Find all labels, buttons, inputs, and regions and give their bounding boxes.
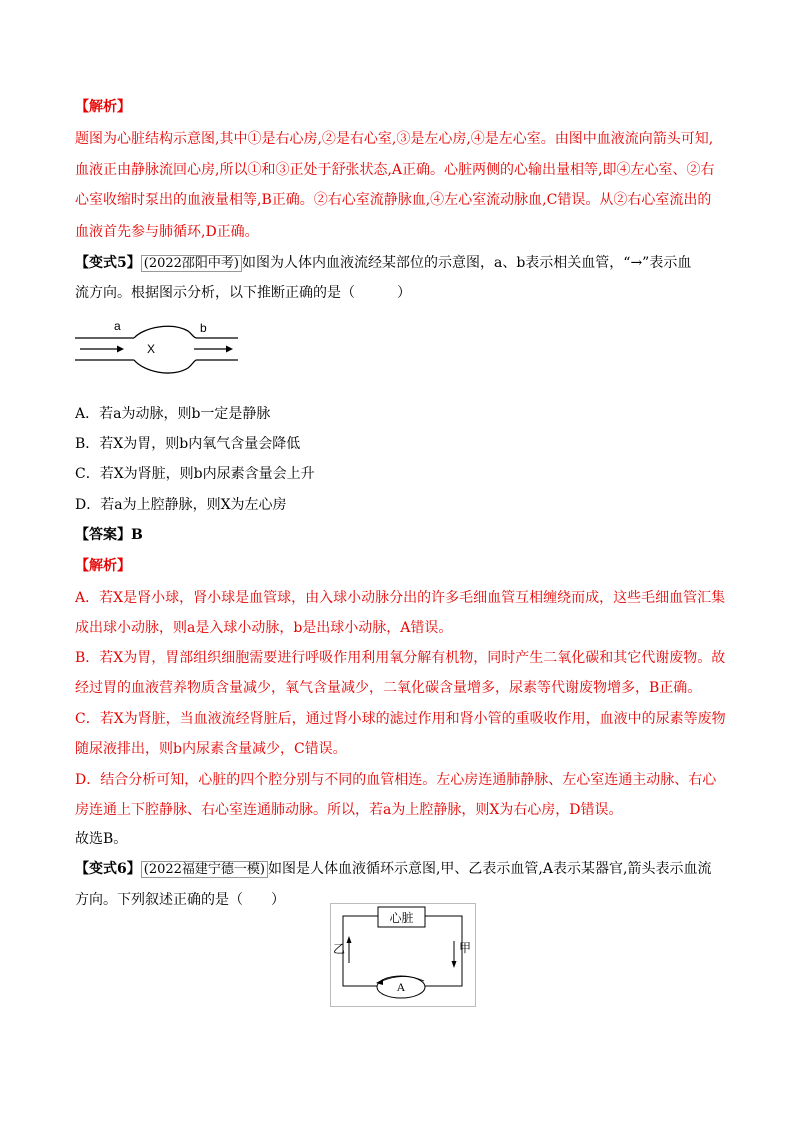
question-text: 如图是人体血液循环示意图,甲、乙表示血管,A表示某器官,箭头表示血流 [267,861,712,877]
analysis-line: 房连通上下腔静脉、右心室连通肺动脉。所以，若a为上腔静脉，则X为右心房，D错误。 [75,802,623,818]
label-x: X [147,342,156,356]
question-5-stem [75,253,735,274]
answer-text: 【答案】B [75,527,143,543]
analysis-heading: 【解析】 [75,558,131,574]
question-tag: 【变式6】 [75,861,141,877]
organ-x-upper-outline [134,326,196,338]
up-arrow-icon [347,936,352,963]
question-6-stem [75,859,735,880]
analysis-line: 题图为心脏结构示意图,其中①是右心房,②是右心室,③是左心房,④是左心室。由图中血液流向箭头可知, [75,131,714,147]
answer [75,525,735,545]
analysis-heading: 【解析】 [75,99,131,115]
analysis-line: 经过胃的血液营养物质含量减少，氧气含量减少，二氧化碳含量增多，尿素等代谢废物增多，B正确。 [75,680,702,696]
analysis-line: 心室收缩时泵出的血液量相等,B正确。②右心室流静脉血,④左心室流动脉血,C错误。从②右心室流出的 [75,192,712,208]
analysis-line: 血液首先参与肺循环,D正确。 [75,224,259,240]
organ-label: A [396,980,406,994]
option-c: C．若X为肾脏，则b内尿素含量会上升 [75,466,315,482]
question-text: 如图为人体内血液流经某部位的示意图，a、b表示相关血管，“→”表示血 [241,255,692,271]
blood-vessel-diagram [72,318,242,380]
vessel-label-yi: 乙 [333,942,346,956]
question-text-line2: 流方向。根据图示分析，以下推断正确的是（ ） [75,285,411,301]
analysis-line: 血液正由静脉流回心房,所以①和③正处于舒张状态,A正确。心脏两侧的心输出量相等,即④左心室、②右 [75,162,715,178]
question-tag: 【变式5】 [75,255,141,271]
vessel-label-jia: 甲 [459,941,472,955]
organ-x-lower-outline [134,360,196,373]
analysis-line: 随尿液排出，则b内尿素含量减少，C错误。 [75,741,347,757]
option-b: B．若X为胃，则b内氧气含量会降低 [75,436,301,452]
analysis-line: 成出球小动脉，则a是入球小动脉，b是出球小动脉，A错误。 [75,620,453,636]
heart-label: 心脏 [389,911,414,925]
question-source: (2022福建宁德一模) [141,861,268,878]
analysis-line: B．若X为胃，胃部组织细胞需要进行呼吸作用利用氧分解有机物，同时产生二氧化碳和其它代谢废物。故 [75,650,726,666]
circulation-diagram [330,903,476,1007]
question-source: (2022邵阳中考) [141,255,242,272]
question-text-line2: 方向。下列叙述正确的是（ ） [75,892,285,908]
flow-arrow-icon [194,346,233,353]
down-arrow-icon [452,941,457,968]
label-b: b [200,321,207,335]
label-a: a [114,319,121,333]
flow-arrow-icon [80,346,124,353]
conclusion: 故选B。 [75,831,128,847]
analysis-line: D．结合分析可知，心脏的四个腔分别与不同的血管相连。左心房连通肺静脉、左心室连通主动脉、右心 [75,772,717,788]
option-a: A．若a为动脉，则b一定是静脉 [75,406,271,422]
option-d: D．若a为上腔静脉，则X为左心房 [75,497,287,513]
analysis-line: A．若X是肾小球，肾小球是血管球，由入球小动脉分出的许多毛细血管互相缠绕而成，这些毛细血管汇集 [75,590,726,606]
analysis-line: C．若X为肾脏，当血液流经肾脏后，通过肾小球的滤过作用和肾小管的重吸收作用，血液中的尿素等废物 [75,711,726,727]
